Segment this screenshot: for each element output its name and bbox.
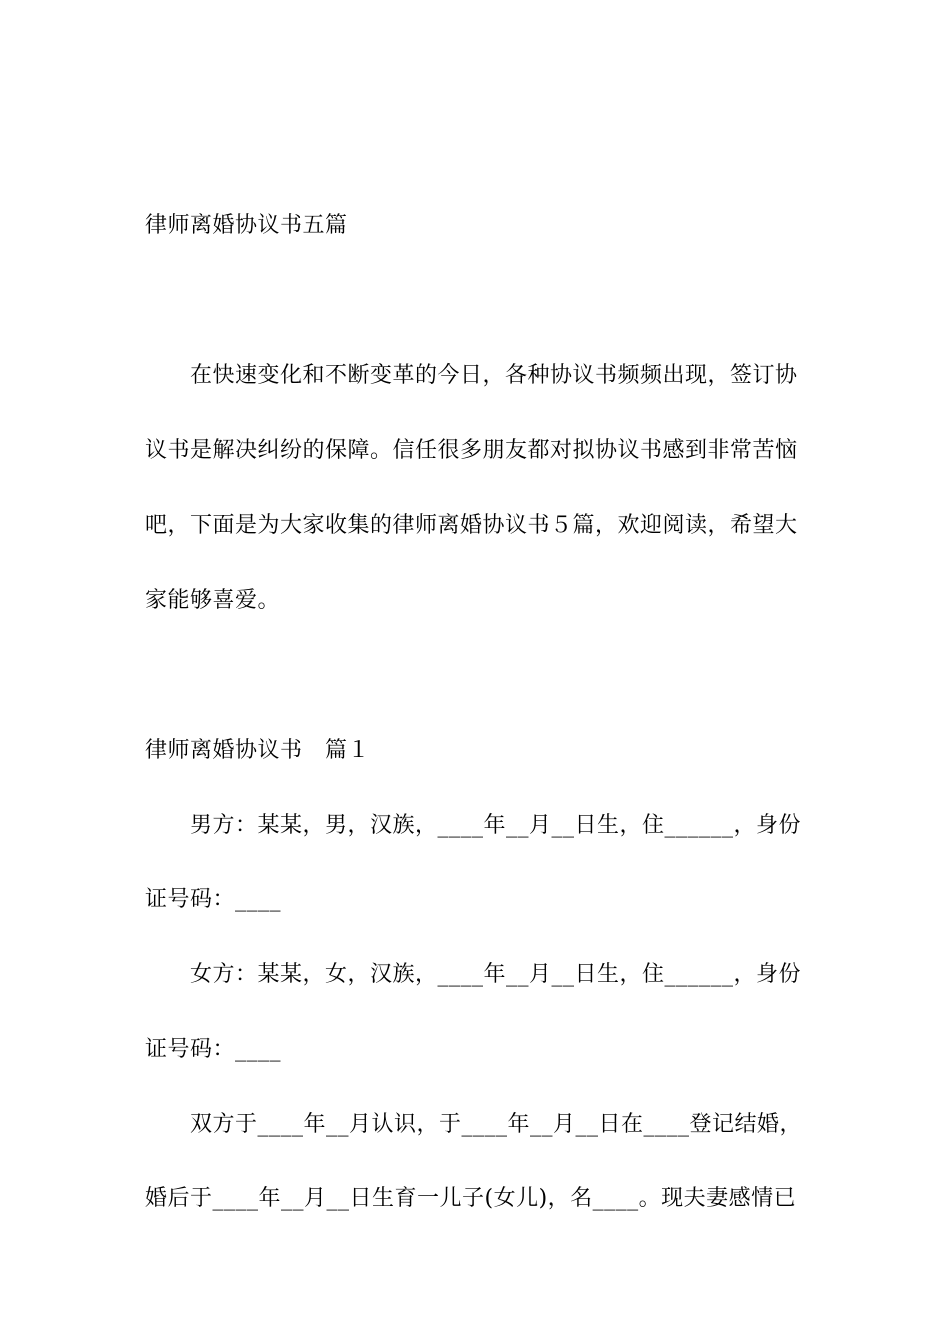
- section-heading: 律师离婚协议书 篇１: [145, 738, 371, 763]
- intro-line-4: 家能够喜爱。: [145, 588, 281, 613]
- body-line-3: 女方：某某，女，汉族，____年__月__日生，住______，身份: [190, 962, 802, 987]
- body-line-1: 男方：某某，男，汉族，____年__月__日生，住______，身份: [190, 813, 802, 838]
- intro-line-3: 吧，下面是为大家收集的律师离婚协议书５篇，欢迎阅读，希望大: [145, 513, 798, 538]
- document-title: 律师离婚协议书五篇: [145, 213, 348, 238]
- body-line-4: 证号码：____: [145, 1037, 282, 1062]
- body-line-6: 婚后于____年__月__日生育一儿子(女儿)，名____。现夫妻感情已: [145, 1186, 797, 1211]
- intro-line-1: 在快速变化和不断变革的今日，各种协议书频频出现，签订协: [190, 363, 798, 388]
- body-line-2: 证号码：____: [145, 887, 282, 912]
- body-line-5: 双方于____年__月认识，于____年__月__日在____登记结婚，: [190, 1112, 803, 1137]
- intro-line-2: 议书是解决纠纷的保障。信任很多朋友都对拟协议书感到非常苦恼: [145, 438, 798, 463]
